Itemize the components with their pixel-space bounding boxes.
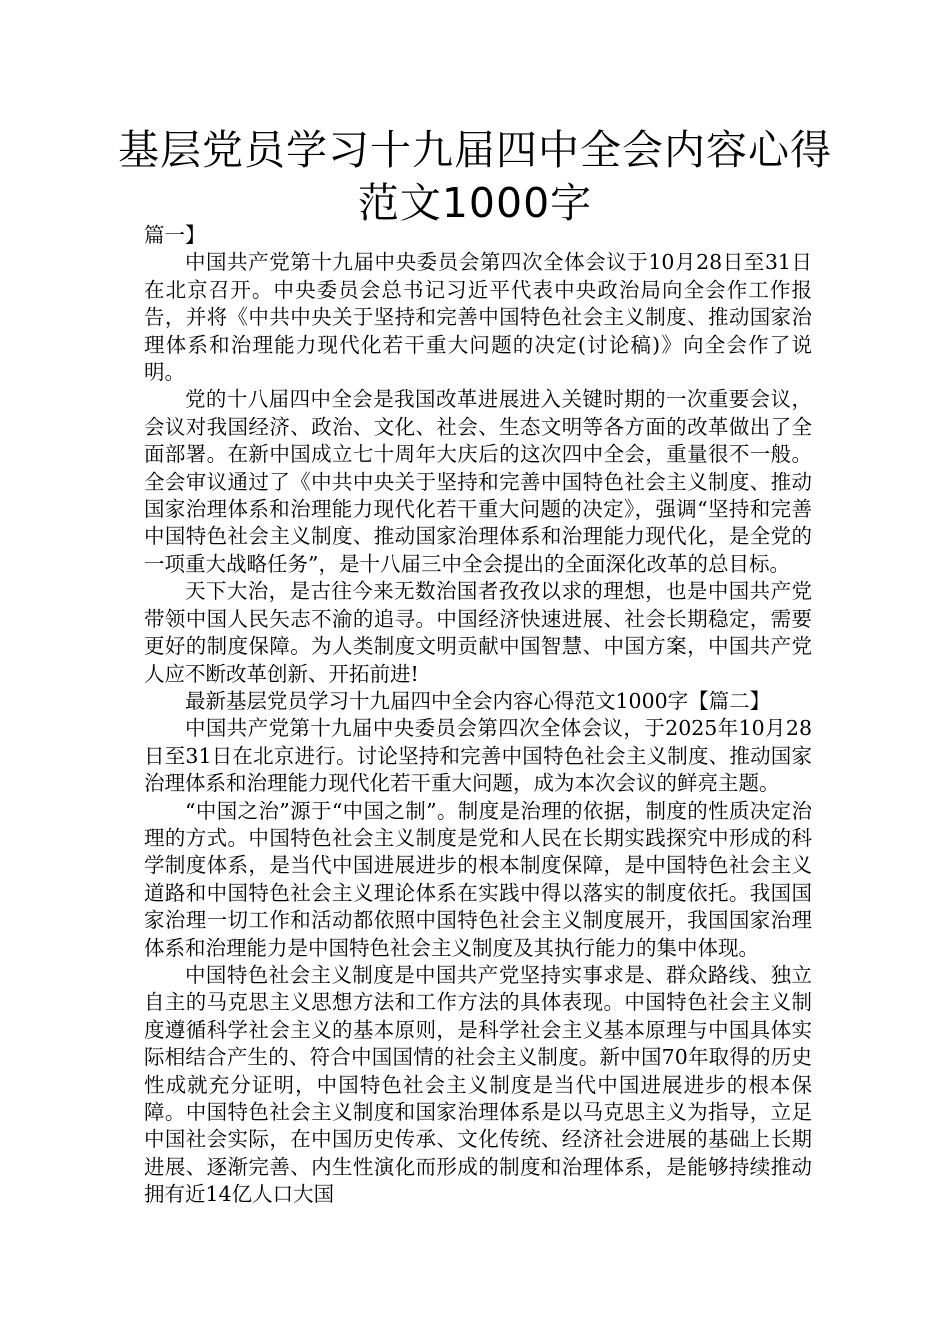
paragraph: “中国之治”源于“中国之制”。制度是治理的依据，制度的性质决定治理的方式。中国特色社会主义制度是党和人民在长期实践探究中形成的科学制度体系，是当代中国进展进步的根本制度保障，是中国特色社会主义道路和中国特色社会主义理论体系在实践中得以落实的制度依托。我国国家治理一切工作和活动都依照中国特色社会主义制度展开，我国国家治理体系和治理能力是中国特色社会主义制度及其执行能力的集中体现。 (144, 798, 812, 960)
paragraph: 中国共产党第十九届中央委员会第四次全体会议，于2025年10月28日至31日在北京进行。讨论坚持和完善中国特色社会主义制度、推动国家治理体系和治理能力现代化若干重大问题，成为本次会议的鲜亮主题。 (144, 716, 812, 796)
paragraph: 天下大治，是古往今来无数治国者孜孜以求的理想，也是中国共产党带领中国人民矢志不渝的追寻。中国经济快速进展、社会长期稳定，需要更好的制度保障。为人类制度文明贡献中国智慧、中国方案，中国共产党人应不断改革创新、开拓前进! (144, 579, 812, 686)
paragraph: 中国共产党第十九届中央委员会第四次全体会议于10月28日至31日在北京召开。中央委员会总书记习近平代表中央政治局向全会作工作报告，并将《中共中央关于坚持和完善中国特色社会主义制度、推动国家治理体系和治理能力现代化若干重大问题的决定(讨论稿)》向全会作了说明。 (144, 250, 812, 385)
section-label: 篇一】 (144, 223, 206, 247)
paragraph: 党的十八届四中全会是我国改革进展进入关键时期的一次重要会议，会议对我国经济、政治、文化、社会、生态文明等各方面的改革做出了全面部署。在新中国成立七十周年大庆后的这次四中全会，重量很不一般。全会审议通过了《中共中央关于坚持和完善中国特色社会主义制度、推动国家治理体系和治理能力现代化若干重大问题的决定》，强调“坚持和完善中国特色社会主义制度、推动国家治理体系和治理能力现代化，是全党的一项重大战略任务”，是十八届三中全会提出的全面深化改革的总目标。 (144, 387, 812, 576)
document-body (144, 222, 812, 1209)
document-title: 基层党员学习十九届四中全会内容心得范文1000字 (118, 126, 832, 227)
paragraph: 中国特色社会主义制度是中国共产党坚持实事求是、群众路线、独立自主的马克思主义思想方法和工作方法的具体表现。中国特色社会主义制度遵循科学社会主义的基本原则，是科学社会主义基本原理与中国具体实际相结合产生的、符合中国国情的社会主义制度。新中国70年取得的历史性成就充分证明，中国特色社会主义制度是当代中国进展进步的根本保障。中国特色社会主义制度和国家治理体系是以马克思主义为指导，立足中国社会实际，在中国历史传承、文化传统、经济社会进展的基础上长期进展、逐渐完善、内生性演化而形成的制度和治理体系，是能够持续推动拥有近14亿人口大国 (144, 962, 812, 1207)
section-heading: 最新基层党员学习十九届四中全会内容心得范文1000字【篇二】 (185, 688, 771, 713)
